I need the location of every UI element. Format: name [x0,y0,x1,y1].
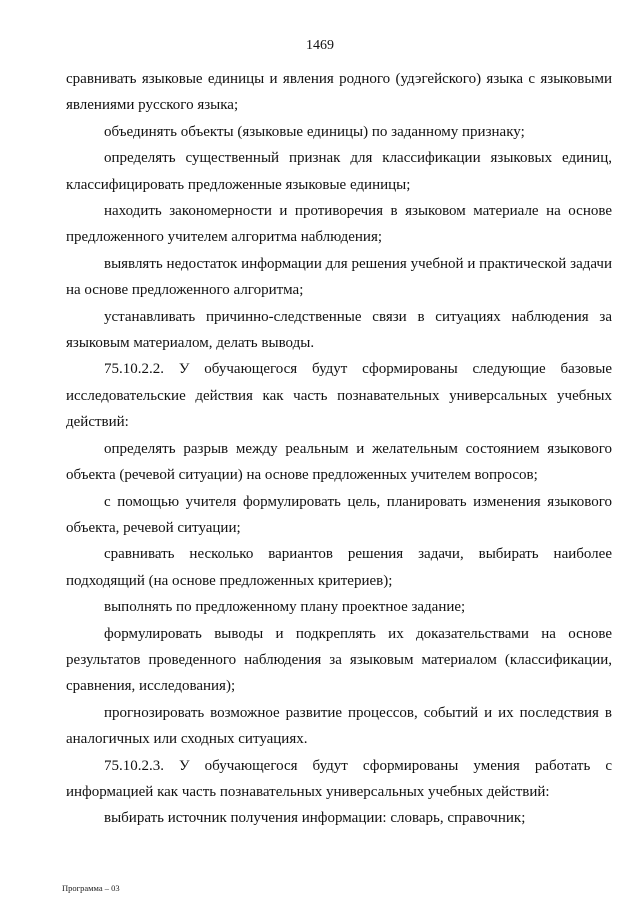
page-number: 1469 [306,38,334,53]
paragraph: определять существенный признак для классификации языковых единиц, классифицировать предложенные языковые единицы; [66,150,612,193]
document-body [66,66,612,832]
paragraph: с помощью учителя формулировать цель, планировать изменения языкового объекта, речевой ситуации; [66,493,612,536]
paragraph: формулировать выводы и подкреплять их доказательствами на основе результатов проведенного наблюдения за языковым материалом (классификации, сравнения, исследования); [66,625,612,695]
section-heading-paragraph: 75.10.2.3. У обучающегося будут сформированы умения работать с информацией как часть познавательных универсальных учебных действий: [66,757,612,800]
paragraph: находить закономерности и противоречия в языковом материале на основе предложенного учителем алгоритма наблюдения; [66,203,612,246]
paragraph: выявлять недостаток информации для решения учебной и практической задачи на основе предложенного алгоритма; [66,255,612,299]
paragraph: выполнять по предложенному плану проектное задание; [104,599,466,616]
paragraph: сравнивать несколько вариантов решения задачи, выбирать наиболее подходящий (на основе предложенных критериев); [66,546,612,589]
paragraph: прогнозировать возможное развитие процессов, событий и их последствия в аналогичных или сходных ситуациях. [66,704,612,748]
page-footer: Программа – 03 [62,883,120,893]
paragraph: устанавливать причинно-следственные связи в ситуациях наблюдения за языковым материалом, делать выводы. [66,308,612,352]
paragraph: сравнивать языковые единицы и явления родного (удэгейского) языка с языковыми явлениями русского языка; [66,71,612,114]
paragraph: объединять объекты (языковые единицы) по заданному признаку; [104,123,525,140]
paragraph: определять разрыв между реальным и желательным состоянием языкового объекта (речевой ситуации) на основе предложенных учителем вопросов; [66,440,612,484]
paragraph: выбирать источник получения информации: словарь, справочник; [104,810,526,827]
section-heading-paragraph: 75.10.2.2. У обучающегося будут сформированы следующие базовые исследовательские действия как часть познавательных универсальных учебных действий: [66,361,612,431]
